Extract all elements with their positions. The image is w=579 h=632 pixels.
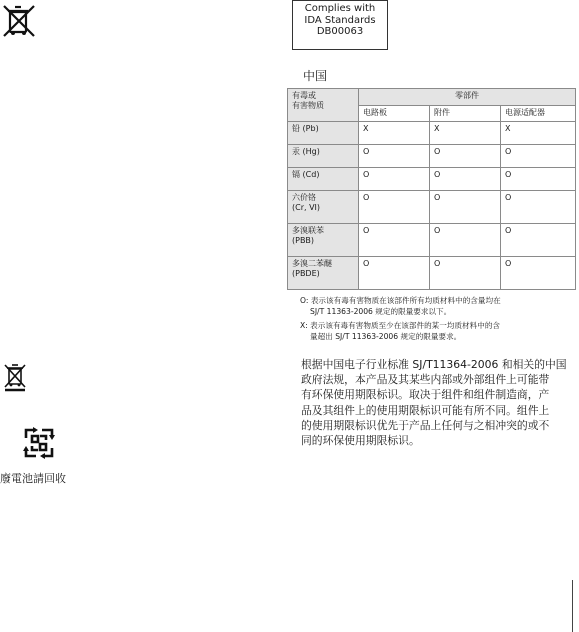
sub-header-circuit-board: 电路板 [359, 105, 430, 122]
cell-value: X [430, 122, 501, 145]
cell-value: O [501, 224, 576, 257]
environmental-use-period-paragraph [301, 357, 576, 448]
table-row [288, 257, 576, 290]
paragraph-line: 政府法规，本产品及其某些内部或外部组件上可能带 [301, 373, 550, 387]
cell-value: O [359, 168, 430, 191]
row-label: 汞 (Hg) [288, 145, 359, 168]
ida-line-1: Complies with [304, 3, 376, 14]
substance-column-header: 有毒或 有害物质 [288, 89, 359, 122]
hazardous-substance-table [287, 88, 576, 290]
cell-value: O [359, 257, 430, 290]
row-label: 铅 (Pb) [288, 122, 359, 145]
cell-value: O [501, 257, 576, 290]
row-label: 多溴二苯醚 (PBDE) [288, 257, 359, 290]
cell-value: O [359, 145, 430, 168]
paragraph-line: 根据中国电子行业标准 SJ/T11364-2006 和相关的中国 [301, 358, 567, 371]
ida-line-3: DB00063 [316, 26, 364, 37]
cell-value: O [430, 145, 501, 168]
cell-value: O [359, 191, 430, 224]
battery-recycle-caption: 廢電池請回收 [0, 472, 66, 485]
page-edge-rule [572, 580, 573, 632]
cell-value: X [501, 122, 576, 145]
paragraph-line: 同的环保使用期限标识。 [301, 434, 420, 448]
weee-bin-small-icon [3, 362, 27, 392]
table-row [288, 224, 576, 257]
cell-value: O [430, 191, 501, 224]
cell-value: O [501, 168, 576, 191]
footnote-o-line-2: SJ/T 11363-2006 规定的限量要求以下。 [310, 306, 452, 316]
table-row [288, 191, 576, 224]
cell-value: O [430, 257, 501, 290]
table-row [288, 168, 576, 191]
cell-value: O [359, 224, 430, 257]
paragraph-line: 有环保使用期限标识。取决于组件和组件制造商，产 [301, 388, 550, 402]
row-label: 多溴联苯 (PBB) [288, 224, 359, 257]
cell-value: O [430, 224, 501, 257]
cell-value: O [430, 168, 501, 191]
footnote-x [300, 321, 575, 342]
paragraph-line: 的使用期限标识优先于产品上任何与之相冲突的或不 [301, 418, 550, 432]
footnote-x-line-1: X: 表示该有毒有害物质至少在该部件的某一均质材料中的含 [300, 321, 501, 330]
sub-header-accessories: 附件 [430, 105, 501, 122]
weee-bin-icon [0, 2, 38, 40]
cell-value: O [501, 191, 576, 224]
footnote-o [300, 296, 575, 317]
sub-header-power-adapter: 电源适配器 [501, 105, 576, 122]
row-label: 六价铬 (Cr, VI) [288, 191, 359, 224]
table-row [288, 145, 576, 168]
ida-compliance-box [292, 0, 388, 50]
china-heading: 中国 [303, 69, 328, 83]
cell-value: O [501, 145, 576, 168]
footnote-x-line-2: 量超出 SJ/T 11363-2006 规定的限量要求。 [310, 331, 462, 341]
battery-recycle-icon [22, 426, 56, 460]
ida-line-2: IDA Standards [304, 14, 376, 26]
paragraph-line: 品及其组件上的使用期限标识可能有所不同。组件上 [301, 403, 550, 417]
row-label: 镉 (Cd) [288, 168, 359, 191]
table-row [288, 122, 576, 145]
cell-value: X [359, 122, 430, 145]
footnote-o-line-1: O: 表示该有毒有害物质在该部件所有均质材料中的含量均在 [300, 296, 501, 305]
component-group-header: 零部件 [359, 89, 576, 106]
